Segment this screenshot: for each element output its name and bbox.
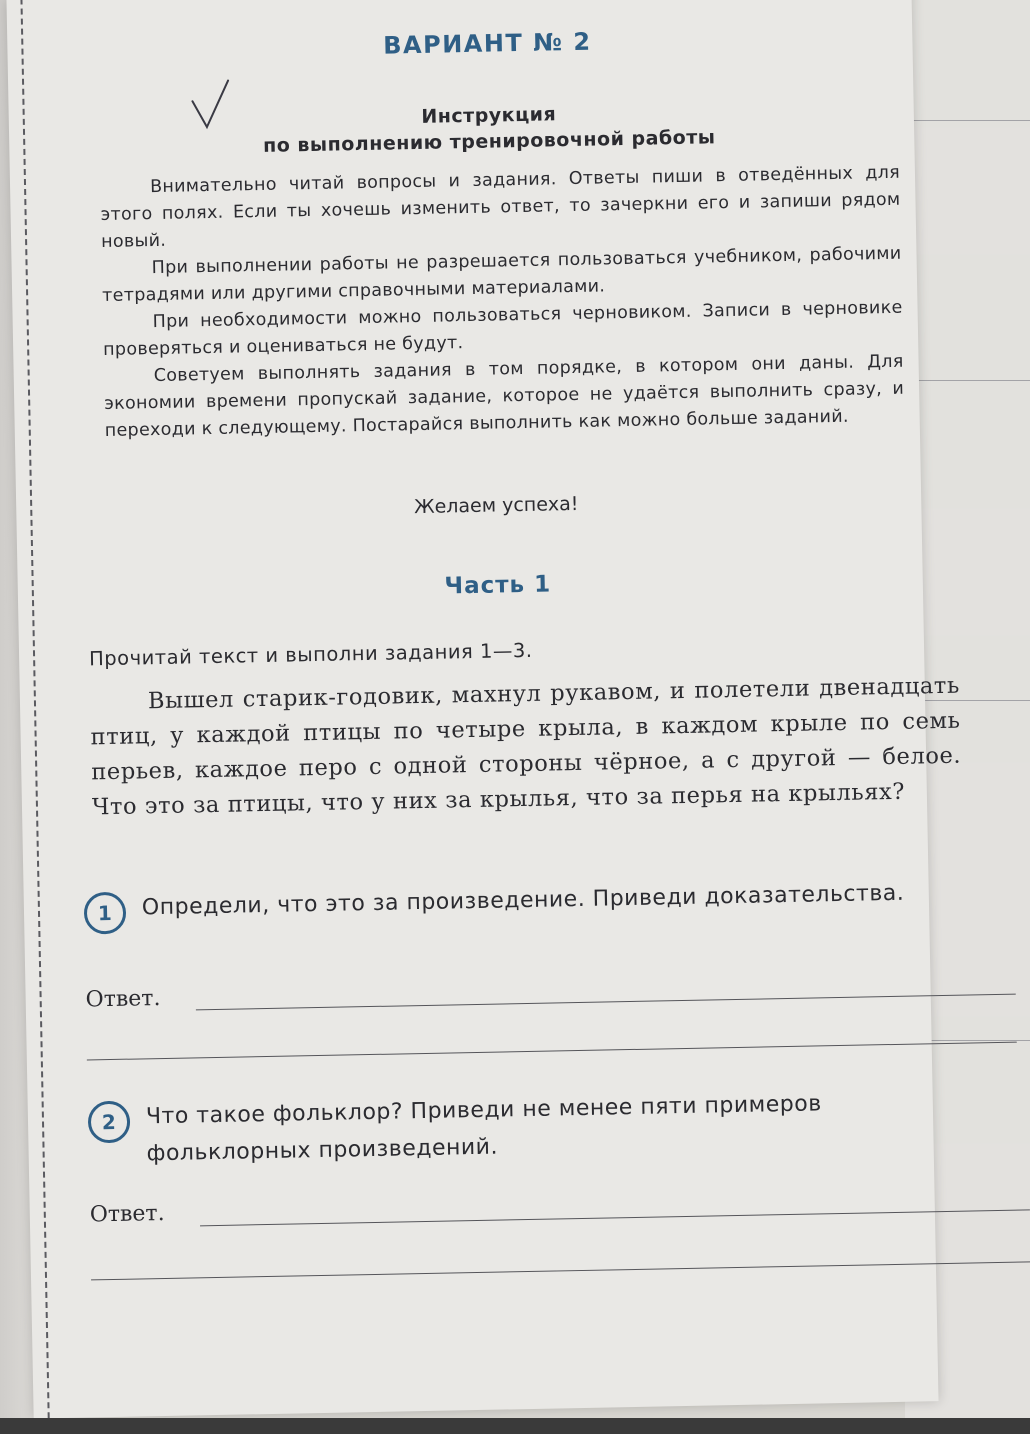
instructions-title-line2: по выполнению тренировочной работы [262, 126, 716, 157]
answer-line[interactable] [87, 1042, 1017, 1061]
task-number-badge: 1 [84, 892, 127, 935]
instructions-title-line1: Инструкция [421, 103, 557, 128]
task-1 [94, 874, 965, 928]
worksheet-page [6, 0, 962, 1419]
instructions-paragraph: Советуем выполнять задания в том порядке, в котором они даны. Для экономии времени пропускай задание, которое не удаётся выполнить сразу, и переходи к следующему. Постарайся выполнить как можно больше заданий. [104, 351, 905, 442]
variant-title: ВАРИАНТ № 2 [382, 27, 592, 60]
task-2 [98, 1083, 969, 1174]
riddle-text: Вышел старик-годовик, махнул рукавом, и полетели двенадцать птиц, у каждой птицы по четыре крыла, в каждом крыле по семь перьев, каждое перо с одной стороны чёрное, а с другой — белое. Что это за птицы, что у них за крылья, что за перья на крыльях? [90, 672, 962, 821]
task-number-badge: 2 [88, 1101, 131, 1144]
instructions-paragraph: При необходимости можно пользоваться черновиком. Записи в черновике проверяться и оцениваться не будут. [103, 297, 903, 361]
instructions-paragraph: Внимательно читай вопросы и задания. Ответы пиши в отведённых для этого полях. Если ты хочешь изменить ответ, то зачеркни его и запиши рядом новый. [100, 162, 901, 253]
answer-label: Ответ. [85, 986, 161, 1013]
reading-prompt: Прочитай текст и выполни задания 1—3. [88, 638, 533, 671]
answer-line[interactable] [200, 1209, 1030, 1226]
instructions-paragraph: При выполнении работы не разрешается пользоваться учебником, рабочими тетрадями или другими справочными материалами. [101, 243, 902, 307]
answer-label: Ответ. [89, 1201, 165, 1228]
task-question: Что такое фольклор? Приведи не менее пяти примеров фольклорных произведений. [145, 1091, 822, 1167]
task-question: Определи, что это за произведение. Приведи доказательства. [141, 880, 905, 921]
wish-text: Желаем успеха! [413, 492, 579, 519]
part-title: Часть 1 [444, 571, 552, 600]
table-surface [0, 1418, 1030, 1434]
answer-line[interactable] [91, 1261, 1030, 1280]
instructions-body [100, 160, 905, 445]
answer-line[interactable] [196, 994, 1016, 1011]
